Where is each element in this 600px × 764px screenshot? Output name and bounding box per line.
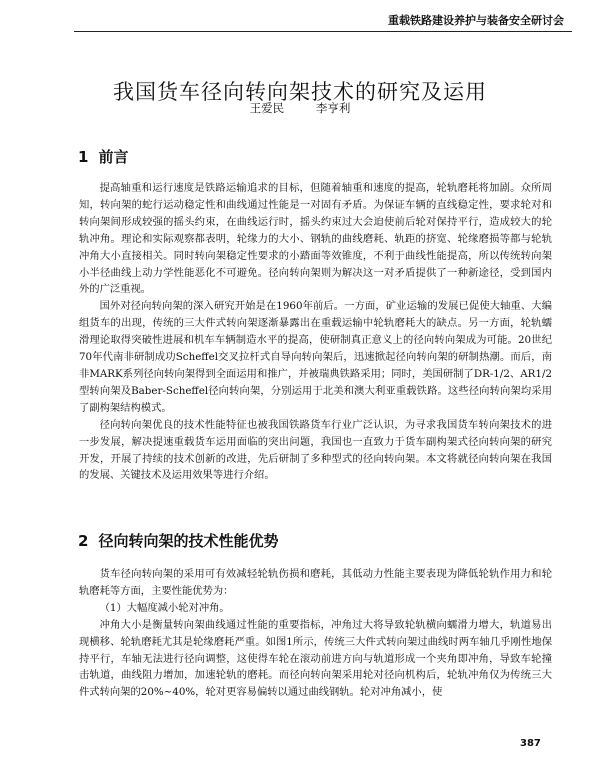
section-number: 2	[78, 532, 89, 550]
paragraph: 提高轴重和运行速度是铁路运输追求的目标，但随着轴重和速度的提高，轮轨磨耗将加剧。众所周知，转向架的蛇行运动稳定性和曲线通过性能是一对固有矛盾。为保证车辆的直线稳定性，要求轮对和转向架间形成较强的摇头约束，在曲线运行时，摇头约束过大会迫使前后轮对保持平行，造成较大的轮轨冲角。理论和实际观察都表明，轮缘力的大小、钢轨的曲线磨耗、轨距的挤宽、轮缘磨损等都与轮轨冲角大小直接相关。同时转向架稳定性要求的小踏面等效锥度，不利于曲线性能提高，所以传统转向架小半径曲线上动力学性能恶化不可避免。径向转向架则为解决这一对矛盾提供了一种新途径，受到国内外的广泛重视。	[79, 182, 552, 296]
section-heading-advantages	[78, 530, 278, 551]
paper-title: 我国货车径向转向架技术的研究及运用	[113, 80, 487, 105]
section-heading-introduction	[78, 146, 128, 167]
section-body-introduction	[79, 180, 552, 484]
paragraph: 冲角大小是衡量转向架曲线通过性能的重要指标，冲角过大将导致轮轨横向蠕滑力增大，轨道易出现横移、轮轨磨耗尤其是轮缘磨耗严重。如图1所示，传统三大件式转向架过曲线时两车轴几乎刚性地保持平行，车轴无法进行径向调整，这使得车轮在滚动前进方向与轨道形成一个夹角即冲角，导致车轮撞击轨道，曲线阻力增加，加速轮轨的磨耗。而径向转向架采用轮对径向机构后，轮轨冲角仅为传统三大件式转向架的20%~40%，轮对更容易偏转以通过曲线钢轨。轮对冲角减小，使	[79, 618, 552, 699]
header-rule	[74, 31, 572, 32]
section-title: 径向转向架的技术性能优势	[98, 532, 279, 550]
section-number: 1	[78, 148, 89, 166]
section-body-advantages	[79, 566, 552, 701]
author-name: 王爱民	[249, 101, 285, 115]
paragraph: 径向转向架优良的技术性能特征也被我国铁路货车行业广泛认识，为寻求我国货车转向架技术的进一步发展，解决提速重载货车运用面临的突出问题，我国也一直致力于货车副构架式径向转向架的研究开发，开展了持续的技术创新的改进，先后研制了多种型式的径向转向架。本文将就径向转向架在我国的发展、关键技术及运用效果等进行介绍。	[79, 418, 552, 482]
author-name: 李亨利	[315, 101, 351, 115]
paragraph: 货车径向转向架的采用可有效减轻轮轨伤损和磨耗，其低动力性能主要表现为降低轮轨作用力和轮轨磨耗等方面，主要性能优势为：	[79, 568, 552, 597]
list-item: （1）大幅度减小轮对冲角。	[99, 601, 230, 614]
paragraph: 国外对径向转向架的深入研究开始是在1960年前后。一方面，矿业运输的发展已促使大轴重、大编组货车的出现，传统的三大件式转向架逐渐暴露出在重载运输中轮轨磨耗大的缺点。另一方面，轮轨蠕滑理论取得突破性进展和机车车辆制造水平的提高，使研制真正意义上的径向转向架成为可能。20世纪70年代南非研制成功Scheffel交叉拉杆式自导向转向架后，迅速掀起径向转向架的研制热潮。而后，南非MARK系列径向转向架得到全面运用和推广，并被瑞典铁路采用；同时，美国研制了DR-1/2、AR1/2型转向架及Baber-Scheffel径向转向架，分别运用于北美和澳大利亚重载铁路。这些径向转向架均采用了副构架结构模式。	[79, 300, 552, 414]
author-line	[0, 100, 600, 116]
page-number: 387	[520, 738, 541, 749]
section-title: 前言	[98, 148, 129, 166]
running-header: 重载铁路建设养护与装备安全研讨会	[388, 14, 564, 27]
